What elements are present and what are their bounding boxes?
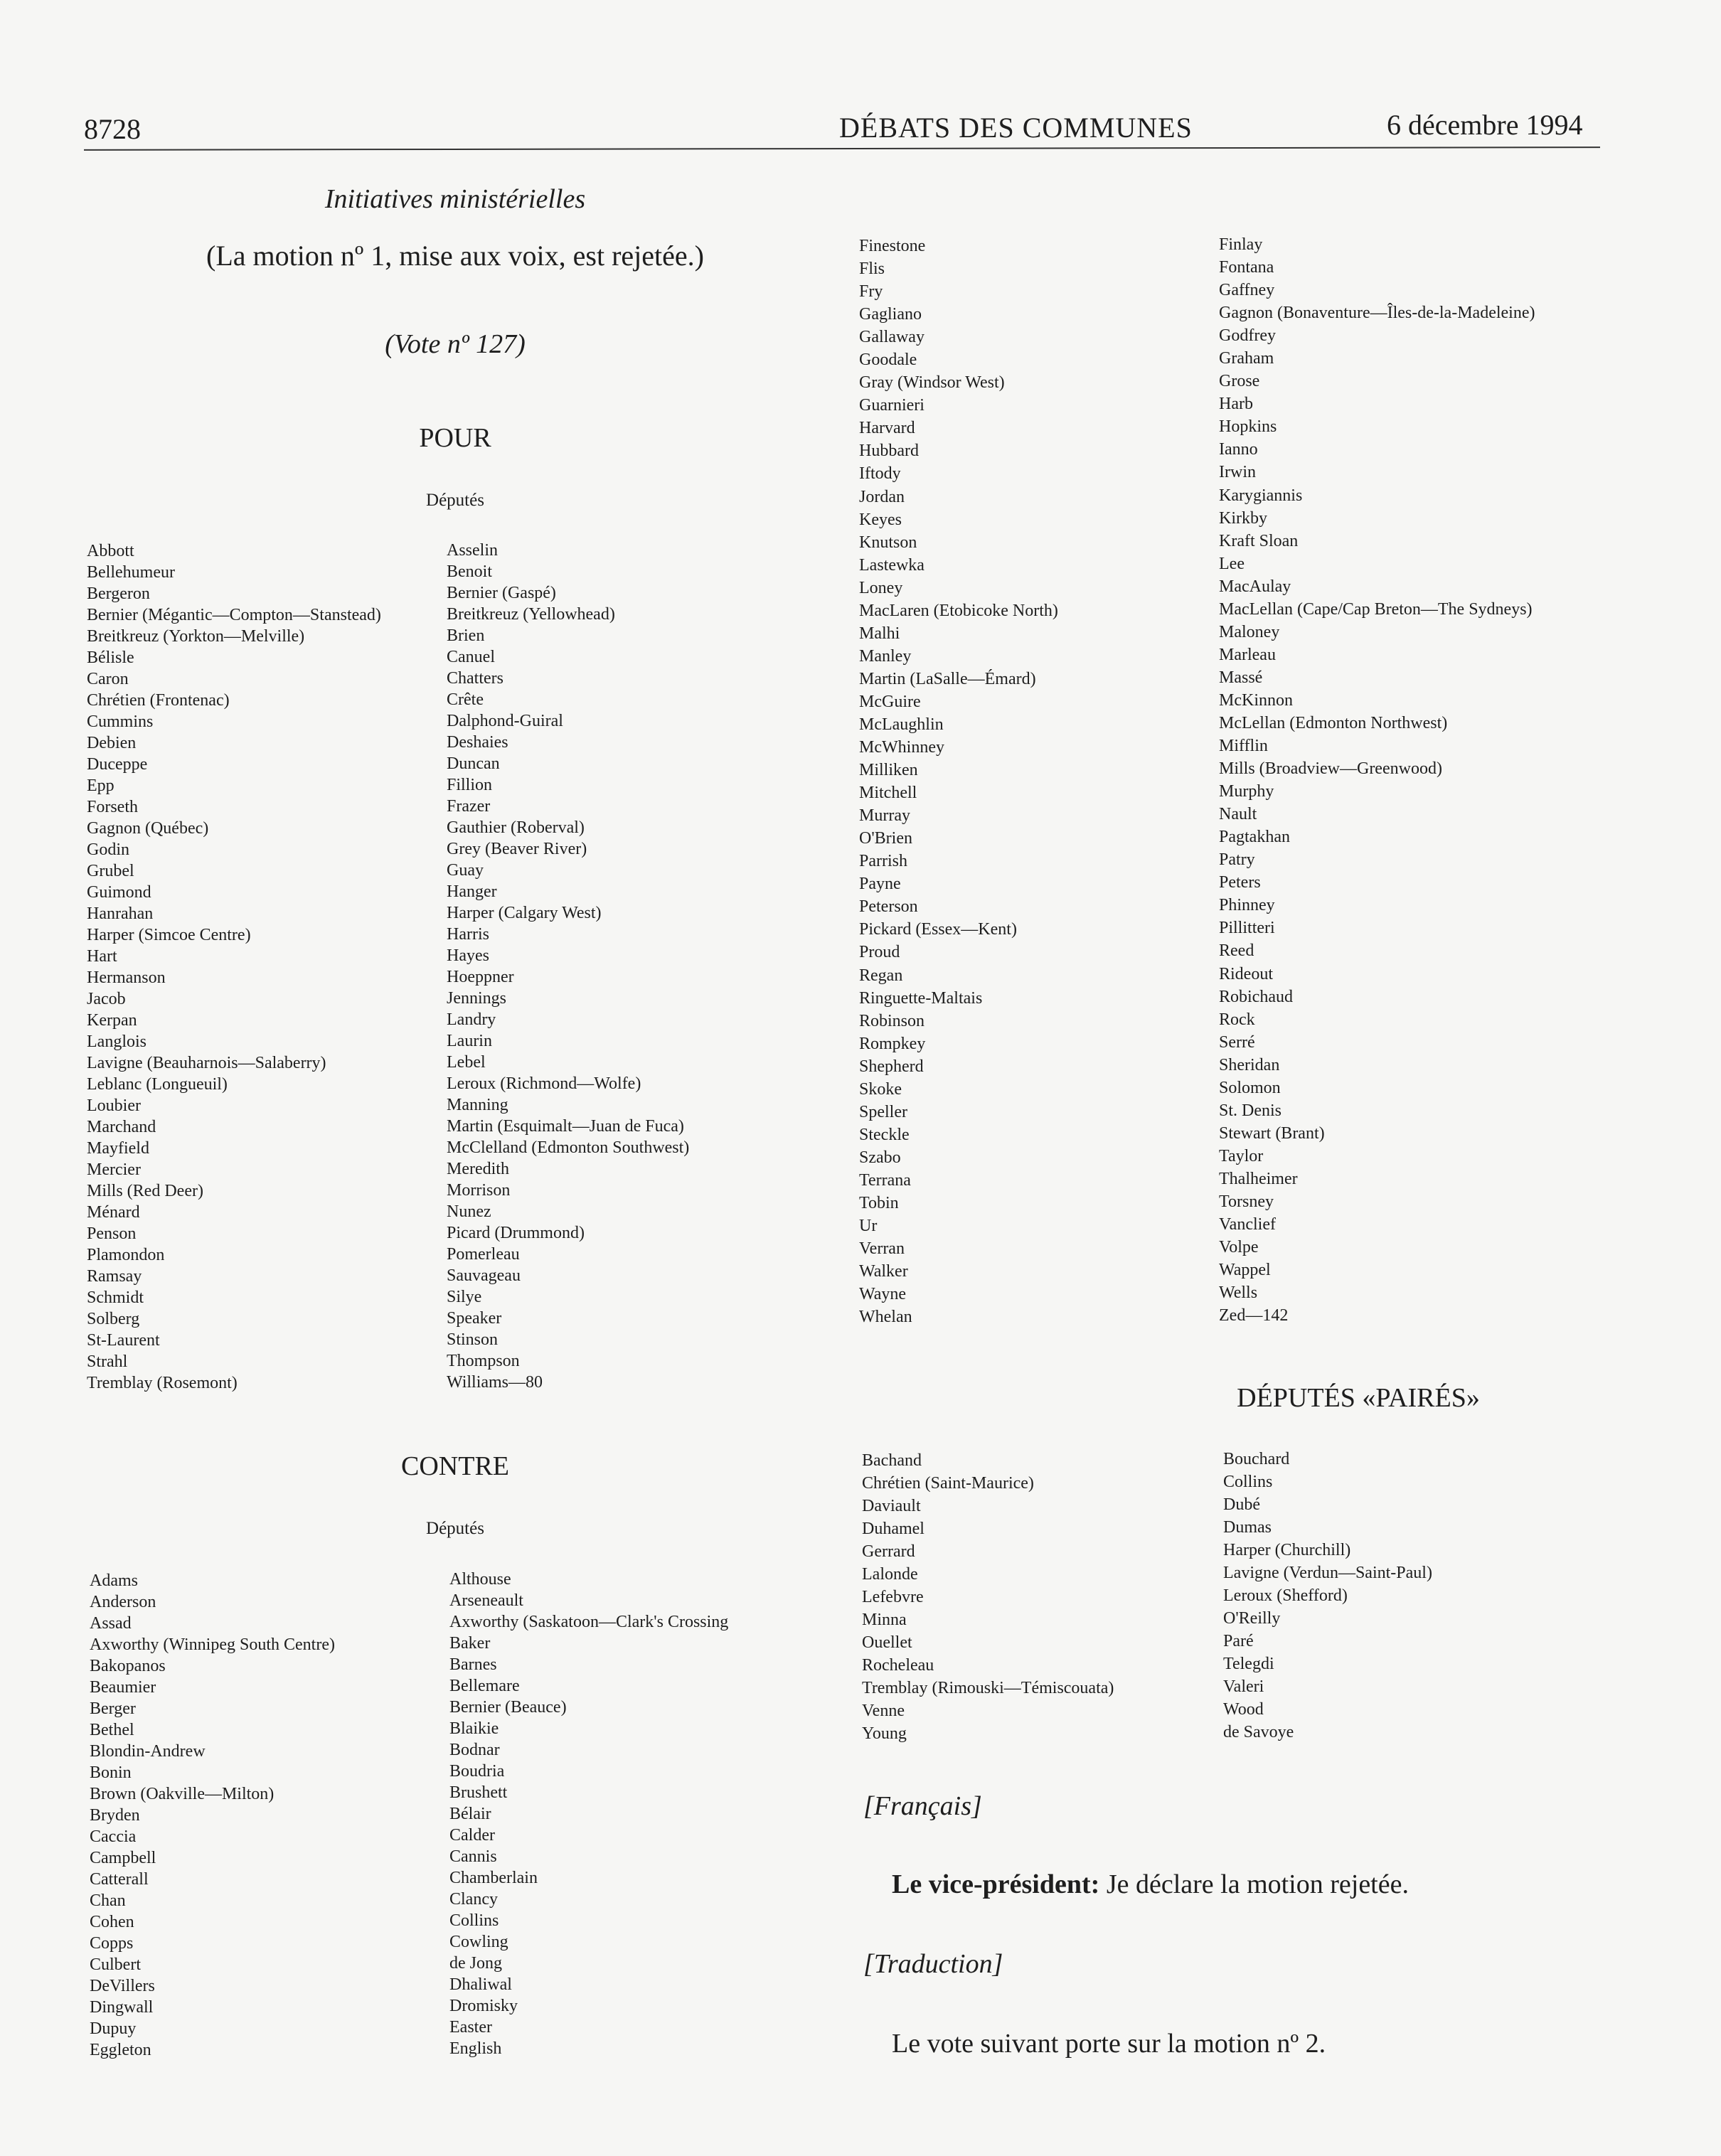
member-name: Mills (Broadview—Greenwood): [1219, 759, 1442, 779]
member-name: Breitkreuz (Yorkton—Melville): [87, 627, 305, 646]
next-vote-text: Le vote suivant porte sur la motion nº 2.: [892, 2029, 1326, 2059]
pour-list-col2: [447, 540, 689, 1393]
member-name: Chamberlain: [449, 1869, 538, 1887]
member-name: Rocheleau: [862, 1656, 934, 1675]
member-name: Brushett: [449, 1783, 508, 1802]
member-name: Barnes: [449, 1655, 497, 1674]
member-name: Gagliano: [859, 305, 922, 324]
member-name: Telegdi: [1223, 1655, 1274, 1673]
member-name: Fillion: [447, 776, 493, 794]
member-name: Terrana: [859, 1170, 911, 1190]
member-name: Dumas: [1223, 1518, 1272, 1537]
member-name: Baker: [449, 1634, 491, 1653]
member-name: Rock: [1219, 1010, 1255, 1029]
member-name: Bachand: [862, 1451, 922, 1470]
member-name: Marleau: [1219, 645, 1276, 664]
pour-list-col1: [87, 540, 381, 1394]
member-name: Silye: [447, 1288, 482, 1306]
member-name: Bellemare: [449, 1677, 520, 1695]
member-name: Venne: [862, 1702, 905, 1720]
member-name: Payne: [859, 875, 901, 894]
member-name: DeVillers: [90, 1977, 155, 1995]
member-name: Eggleton: [90, 2041, 151, 2059]
member-name: Paré: [1223, 1632, 1254, 1650]
member-name: Lalonde: [862, 1565, 918, 1584]
member-name: McKinnon: [1219, 690, 1293, 710]
statement-text: Je déclare la motion rejetée.: [1099, 1869, 1409, 1899]
member-name: Irwin: [1219, 463, 1256, 482]
member-name: Crête: [447, 690, 484, 709]
member-name: Guay: [447, 861, 484, 880]
member-name: Gauthier (Roberval): [447, 818, 585, 837]
member-name: Vanclief: [1219, 1215, 1276, 1234]
member-name: Lavigne (Beauharnois—Salaberry): [87, 1054, 326, 1072]
member-name: St. Denis: [1219, 1101, 1282, 1120]
member-name: Cummins: [87, 713, 154, 731]
member-name: Martin (Esquimalt—Juan de Fuca): [447, 1117, 684, 1136]
member-name: Cannis: [449, 1847, 497, 1866]
member-name: Ramsay: [87, 1267, 142, 1286]
member-name: Axworthy (Saskatoon—Clark's Crossing: [449, 1613, 729, 1631]
member-name: Goodale: [859, 351, 917, 370]
member-name: Pillitteri: [1219, 919, 1275, 938]
member-name: Chrétien (Frontenac): [87, 691, 230, 710]
member-name: MacLaren (Etobicoke North): [859, 601, 1058, 620]
contre-list-col1: [90, 1570, 335, 2061]
member-name: Blaikie: [449, 1719, 499, 1738]
member-name: Catterall: [90, 1870, 149, 1889]
member-name: Dhaliwal: [449, 1975, 512, 1994]
member-name: Collins: [1223, 1473, 1273, 1491]
member-name: Landry: [447, 1010, 496, 1029]
member-name: English: [449, 2039, 502, 2058]
member-name: Lebel: [447, 1053, 486, 1072]
member-name: Hart: [87, 947, 117, 966]
member-name: Murray: [859, 806, 910, 826]
member-name: Gallaway: [859, 328, 925, 347]
member-name: Langlois: [87, 1032, 146, 1051]
member-name: Tremblay (Rosemont): [87, 1374, 238, 1392]
member-name: O'Brien: [859, 829, 912, 848]
member-name: Campbell: [90, 1849, 156, 1867]
vice-president-statement: [892, 1869, 1409, 1900]
member-name: Fontana: [1219, 258, 1274, 277]
member-name: Wappel: [1219, 1261, 1271, 1280]
member-name: Clancy: [449, 1890, 498, 1909]
member-name: Calder: [449, 1826, 495, 1845]
member-name: Boudria: [449, 1762, 505, 1781]
contre-list-col2: [449, 1569, 728, 2059]
member-name: Chan: [90, 1891, 126, 1910]
member-name: Epp: [87, 777, 114, 795]
member-name: Shepherd: [859, 1057, 924, 1076]
member-name: Knutson: [859, 533, 917, 552]
member-name: Milliken: [859, 761, 918, 780]
member-name: Peters: [1219, 873, 1261, 892]
member-name: Pickard (Essex—Kent): [859, 920, 1017, 939]
member-name: Thalheimer: [1219, 1169, 1298, 1188]
member-name: Murphy: [1219, 782, 1274, 801]
member-name: Assad: [90, 1614, 132, 1633]
member-name: Hopkins: [1219, 417, 1277, 437]
member-name: Harb: [1219, 395, 1253, 414]
member-name: Duceppe: [87, 755, 148, 774]
francais-tag: [Français]: [863, 1791, 982, 1821]
member-name: Kirkby: [1219, 508, 1267, 528]
section-title: Initiatives ministérielles: [324, 184, 586, 214]
member-name: Arseneault: [449, 1591, 523, 1610]
member-name: Morrison: [447, 1181, 511, 1200]
member-name: Zed—142: [1219, 1306, 1289, 1325]
paires-heading: DÉPUTÉS «PAIRÉS»: [1237, 1383, 1480, 1413]
member-name: Frazer: [447, 797, 491, 816]
member-name: Hubbard: [859, 442, 919, 461]
member-name: Torsney: [1219, 1192, 1274, 1211]
member-name: Blondin-Andrew: [90, 1742, 206, 1761]
member-name: Manning: [447, 1096, 508, 1114]
member-name: Young: [862, 1724, 907, 1743]
contre-list-col4: [1219, 233, 1535, 1327]
member-name: Chrétien (Saint-Maurice): [862, 1474, 1034, 1493]
contre-list-col3: [859, 235, 1058, 1328]
paires-list-col1: [862, 1449, 1114, 1745]
member-name: Bernier (Mégantic—Compton—Stanstead): [87, 606, 381, 624]
vote-number: (Vote nº 127): [385, 329, 526, 359]
member-name: Berger: [90, 1699, 136, 1718]
member-name: McWhinney: [859, 738, 944, 757]
page-number: 8728: [84, 113, 141, 145]
member-name: Bélisle: [87, 649, 134, 667]
member-name: MacAulay: [1219, 577, 1291, 596]
member-name: Serré: [1219, 1032, 1255, 1052]
member-name: Verran: [859, 1239, 905, 1259]
member-name: Tremblay (Rimouski—Témiscouata): [862, 1679, 1114, 1697]
member-name: Grubel: [87, 862, 134, 880]
member-name: Jordan: [859, 487, 905, 506]
member-name: Easter: [449, 2018, 492, 2037]
member-name: Pomerleau: [447, 1245, 520, 1264]
member-name: Jacob: [87, 990, 126, 1008]
member-name: Daviault: [862, 1497, 921, 1515]
member-name: Gagnon (Bonaventure—Îles-de-la-Madeleine): [1219, 304, 1535, 323]
member-name: Manley: [859, 646, 912, 666]
member-name: Williams—80: [447, 1373, 543, 1392]
member-name: Solomon: [1219, 1078, 1281, 1097]
member-name: Bernier (Gaspé): [447, 584, 556, 602]
member-name: Dupuy: [90, 2019, 137, 2038]
member-name: Nault: [1219, 805, 1257, 824]
member-name: Stewart (Brant): [1219, 1124, 1325, 1143]
contre-subheading: Députés: [426, 1519, 484, 1538]
member-name: Skoke: [859, 1079, 902, 1099]
page-date: 6 décembre 1994: [1387, 109, 1583, 141]
speaker-name: Le vice-président:: [892, 1869, 1100, 1899]
member-name: Patry: [1219, 850, 1255, 870]
member-name: Bélair: [449, 1805, 491, 1823]
member-name: Karygiannis: [1219, 486, 1303, 505]
member-name: Peterson: [859, 897, 918, 917]
member-name: Taylor: [1219, 1146, 1264, 1165]
member-name: Walker: [859, 1262, 908, 1281]
member-name: Regan: [859, 966, 903, 985]
member-name: Debien: [87, 734, 137, 752]
member-name: St-Laurent: [87, 1331, 160, 1350]
member-name: Cohen: [90, 1913, 134, 1931]
header-rule: [84, 146, 1600, 151]
member-name: Dubé: [1223, 1495, 1260, 1514]
member-name: Guarnieri: [859, 396, 925, 415]
member-name: Maloney: [1219, 622, 1280, 641]
member-name: Leblanc (Longueuil): [87, 1075, 228, 1094]
member-name: Dalphond-Guiral: [447, 712, 563, 730]
member-name: Meredith: [447, 1160, 509, 1178]
member-name: Asselin: [447, 541, 498, 560]
paires-list-col2: [1223, 1448, 1432, 1744]
member-name: Lastewka: [859, 555, 925, 575]
member-name: Lee: [1219, 554, 1245, 573]
member-name: Rideout: [1219, 964, 1273, 983]
member-name: Guimond: [87, 883, 151, 902]
member-name: Cowling: [449, 1933, 508, 1951]
member-name: Plamondon: [87, 1246, 165, 1264]
member-name: Robichaud: [1219, 987, 1293, 1006]
member-name: Tobin: [859, 1193, 899, 1212]
member-name: Breitkreuz (Yellowhead): [447, 605, 615, 624]
member-name: McGuire: [859, 692, 921, 711]
member-name: Harvard: [859, 419, 915, 438]
publication-title: DÉBATS DES COMMUNES: [839, 112, 1193, 144]
member-name: Duncan: [447, 754, 500, 773]
member-name: Lefebvre: [862, 1588, 924, 1606]
member-name: Pagtakhan: [1219, 828, 1290, 847]
member-name: Graham: [1219, 349, 1274, 368]
member-name: Leroux (Shefford): [1223, 1586, 1348, 1605]
member-name: Penson: [87, 1224, 137, 1243]
member-name: Ouellet: [862, 1633, 912, 1652]
member-name: McLaughlin: [859, 715, 944, 734]
member-name: Gerrard: [862, 1542, 915, 1561]
member-name: Solberg: [87, 1310, 140, 1328]
member-name: Copps: [90, 1934, 134, 1953]
member-name: Loney: [859, 578, 903, 597]
member-name: Leroux (Richmond—Wolfe): [447, 1074, 641, 1093]
member-name: Strahl: [87, 1352, 128, 1371]
member-name: Harper (Simcoe Centre): [87, 926, 251, 944]
member-name: Keyes: [859, 510, 902, 529]
member-name: MacLellan (Cape/Cap Breton—The Sydneys): [1219, 599, 1533, 619]
member-name: Bonin: [90, 1763, 132, 1782]
member-name: Whelan: [859, 1308, 912, 1327]
member-name: Schmidt: [87, 1288, 144, 1307]
member-name: Deshaies: [447, 733, 508, 752]
member-name: Hoeppner: [447, 968, 514, 986]
member-name: Bakopanos: [90, 1657, 166, 1675]
member-name: Ur: [859, 1217, 878, 1236]
member-name: O'Reilly: [1223, 1609, 1281, 1628]
member-name: Mills (Red Deer): [87, 1182, 203, 1200]
member-name: Forseth: [87, 798, 138, 816]
member-name: Gray (Windsor West): [859, 373, 1005, 393]
member-name: Minna: [862, 1611, 907, 1629]
member-name: Axworthy (Winnipeg South Centre): [90, 1635, 335, 1654]
member-name: Fry: [859, 282, 883, 301]
member-name: Althouse: [449, 1570, 511, 1589]
member-name: Bergeron: [87, 585, 150, 603]
member-name: Ringuette-Maltais: [859, 988, 983, 1008]
member-name: Rompkey: [859, 1034, 926, 1053]
member-name: Duhamel: [862, 1520, 925, 1538]
member-name: Speaker: [447, 1309, 502, 1328]
member-name: Harper (Calgary West): [447, 904, 602, 922]
member-name: Bouchard: [1223, 1450, 1290, 1468]
member-name: Gaffney: [1219, 281, 1275, 300]
member-name: Godin: [87, 840, 129, 859]
member-name: Benoit: [447, 562, 492, 581]
member-name: de Savoye: [1223, 1723, 1294, 1741]
member-name: Finestone: [859, 237, 926, 255]
member-name: Parrish: [859, 852, 907, 871]
member-name: Speller: [859, 1102, 907, 1121]
member-name: Massé: [1219, 668, 1263, 687]
member-name: Wells: [1219, 1284, 1258, 1303]
member-name: Brown (Oakville—Milton): [90, 1785, 275, 1803]
member-name: Marchand: [87, 1118, 156, 1136]
member-name: Gagnon (Québec): [87, 819, 209, 838]
member-name: Brien: [447, 626, 485, 645]
member-name: Bryden: [90, 1806, 140, 1825]
member-name: Martin (LaSalle—Émard): [859, 669, 1036, 688]
member-name: Volpe: [1219, 1238, 1259, 1257]
traduction-tag: [Traduction]: [863, 1949, 1003, 1979]
member-name: Malhi: [859, 624, 900, 643]
member-name: Finlay: [1219, 235, 1263, 254]
member-name: Godfrey: [1219, 326, 1276, 346]
member-name: Mifflin: [1219, 737, 1268, 756]
member-name: Picard (Drummond): [447, 1224, 585, 1242]
member-name: Caron: [87, 670, 129, 688]
member-name: Valeri: [1223, 1677, 1264, 1696]
member-name: Hermanson: [87, 968, 166, 987]
member-name: Flis: [859, 260, 885, 279]
member-name: Collins: [449, 1911, 499, 1930]
member-name: Anderson: [90, 1593, 156, 1611]
member-name: McLellan (Edmonton Northwest): [1219, 713, 1448, 732]
member-name: Steckle: [859, 1125, 910, 1144]
pour-heading: POUR: [419, 423, 491, 453]
member-name: Hayes: [447, 946, 489, 965]
member-name: Sauvageau: [447, 1266, 521, 1285]
member-name: Bellehumeur: [87, 563, 175, 582]
motion-result: (La motion nº 1, mise aux voix, est rejetée.): [206, 240, 704, 272]
member-name: Kerpan: [87, 1011, 137, 1030]
member-name: Sheridan: [1219, 1055, 1280, 1074]
member-name: Hanrahan: [87, 904, 154, 923]
member-name: Chatters: [447, 669, 503, 688]
member-name: Mayfield: [87, 1139, 149, 1158]
member-name: Kraft Sloan: [1219, 531, 1299, 550]
member-name: Hanger: [447, 882, 497, 901]
member-name: Wood: [1223, 1700, 1264, 1719]
member-name: Iftody: [859, 464, 901, 484]
member-name: Canuel: [447, 648, 495, 666]
member-name: Harris: [447, 925, 489, 944]
member-name: Lavigne (Verdun—Saint-Paul): [1223, 1564, 1432, 1582]
member-name: Stinson: [447, 1330, 499, 1349]
member-name: Ianno: [1219, 440, 1258, 459]
member-name: Mercier: [87, 1160, 141, 1179]
member-name: Bernier (Beauce): [449, 1698, 567, 1717]
member-name: Laurin: [447, 1032, 492, 1050]
member-name: Dromisky: [449, 1997, 518, 2015]
member-name: Loubier: [87, 1096, 141, 1115]
member-name: Reed: [1219, 941, 1254, 961]
contre-heading: CONTRE: [401, 1451, 509, 1481]
member-name: Culbert: [90, 1955, 141, 1974]
member-name: Abbott: [87, 542, 134, 560]
member-name: Harper (Churchill): [1223, 1541, 1351, 1559]
member-name: Bodnar: [449, 1741, 500, 1759]
member-name: Robinson: [859, 1011, 925, 1030]
member-name: Grose: [1219, 372, 1260, 391]
member-name: Adams: [90, 1571, 138, 1590]
pour-subheading: Députés: [426, 491, 484, 510]
member-name: Jennings: [447, 989, 506, 1008]
member-name: Nunez: [447, 1202, 491, 1221]
member-name: Szabo: [859, 1148, 901, 1167]
member-name: Thompson: [447, 1352, 520, 1370]
member-name: Beaumier: [90, 1678, 156, 1697]
member-name: Grey (Beaver River): [447, 840, 587, 858]
member-name: de Jong: [449, 1954, 502, 1973]
member-name: Wayne: [859, 1285, 907, 1304]
member-name: Dingwall: [90, 1998, 154, 2017]
member-name: Phinney: [1219, 896, 1275, 915]
member-name: McClelland (Edmonton Southwest): [447, 1138, 690, 1157]
member-name: Mitchell: [859, 784, 917, 803]
member-name: Caccia: [90, 1827, 137, 1846]
member-name: Ménard: [87, 1203, 140, 1222]
member-name: Bethel: [90, 1721, 134, 1739]
member-name: Proud: [859, 943, 900, 962]
